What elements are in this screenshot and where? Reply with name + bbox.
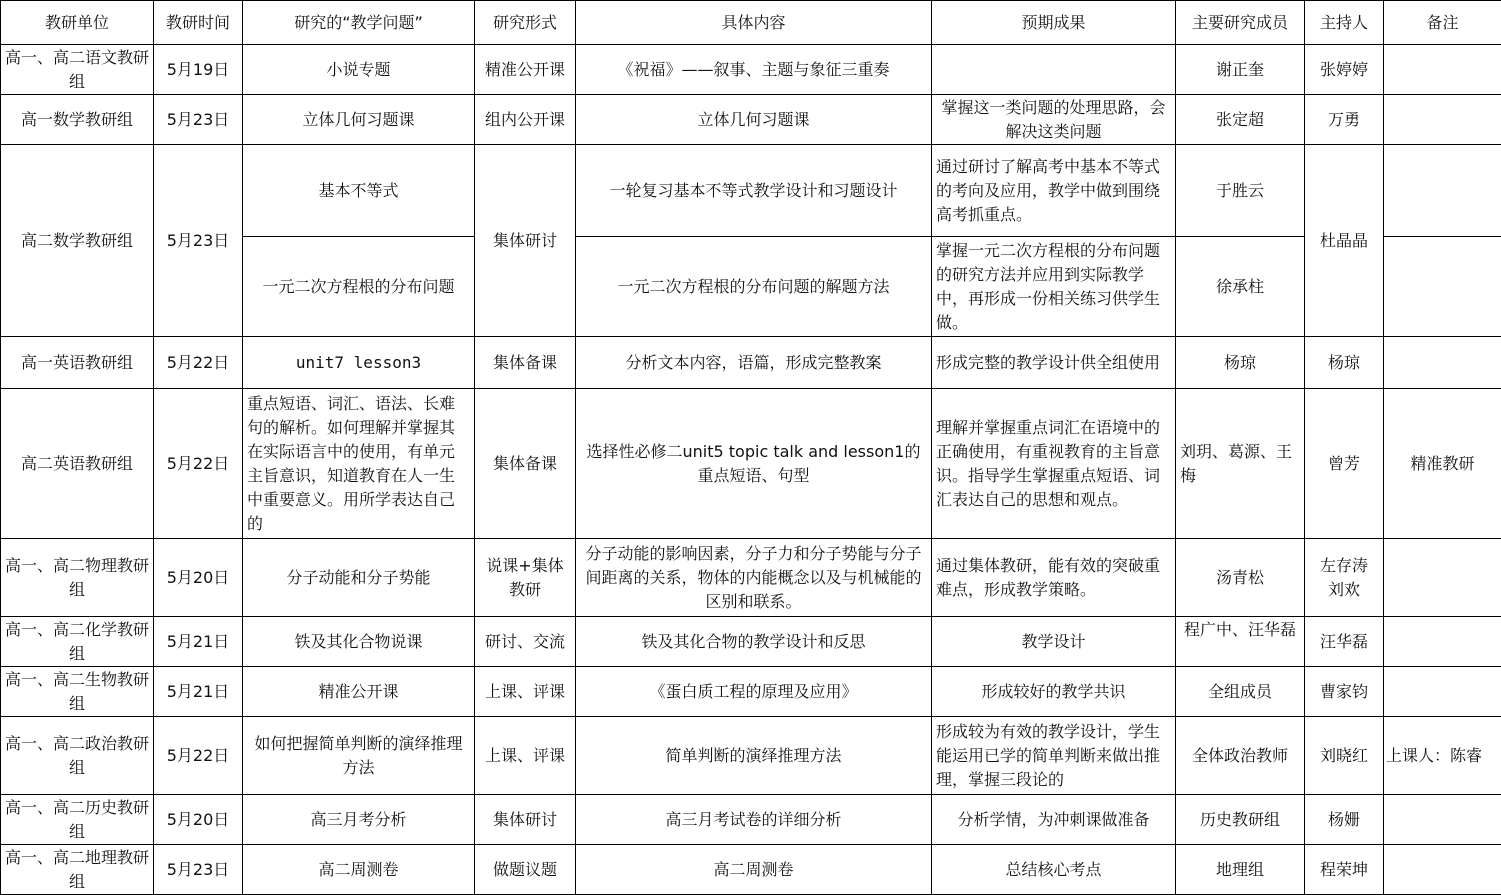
cell-content: 高三月考试卷的详细分析 [576,795,932,845]
table-row [1,845,1501,895]
cell-members: 历史教研组 [1176,795,1305,845]
cell-host: 曹家钧 [1305,667,1384,717]
cell-form: 集体研讨 [475,795,576,845]
cell-members: 徐承柱 [1176,237,1305,337]
table-row [1,717,1501,795]
cell-result: 掌握这一类问题的处理思路，会解决这类问题 [932,95,1176,145]
cell-result: 形成完整的教学设计供全组使用 [932,337,1176,389]
cell-unit: 高一、高二化学教研组 [1,617,154,667]
table-row [1,795,1501,845]
cell-members: 程广中、汪华磊 [1176,617,1305,667]
cell-form: 上课、评课 [475,667,576,717]
cell-content: 分析文本内容，语篇，形成完整教案 [576,337,932,389]
cell-note [1384,539,1501,617]
cell-time: 5月21日 [154,617,243,667]
cell-form: 做题议题 [475,845,576,895]
cell-result: 通过集体教研，能有效的突破重难点，形成教学策略。 [932,539,1176,617]
cell-unit: 高一英语教研组 [1,337,154,389]
table-row [1,539,1501,617]
cell-problem: 铁及其化合物说课 [243,617,475,667]
cell-time: 5月23日 [154,95,243,145]
table-row [1,667,1501,717]
cell-unit: 高一、高二生物教研组 [1,667,154,717]
cell-problem: 立体几何习题课 [243,95,475,145]
cell-result: 分析学情，为冲刺课做准备 [932,795,1176,845]
cell-unit: 高一、高二历史教研组 [1,795,154,845]
cell-note: 上课人：陈睿 [1384,717,1501,795]
cell-time: 5月20日 [154,539,243,617]
cell-time: 5月22日 [154,337,243,389]
cell-note [1384,617,1501,667]
cell-problem: 一元二次方程根的分布问题 [243,237,475,337]
cell-result: 通过研讨了解高考中基本不等式的考向及应用，教学中做到围绕高考抓重点。 [932,145,1176,237]
cell-content: 铁及其化合物的教学设计和反思 [576,617,932,667]
cell-host: 万勇 [1305,95,1384,145]
cell-result: 形成较为有效的教学设计，学生能运用已学的简单判断来做出推理，掌握三段论的 [932,717,1176,795]
cell-note [1384,795,1501,845]
cell-result [932,45,1176,95]
cell-content: 《蛋白质工程的原理及应用》 [576,667,932,717]
header-content: 具体内容 [576,1,932,45]
cell-content: 简单判断的演绎推理方法 [576,717,932,795]
cell-result: 总结核心考点 [932,845,1176,895]
cell-problem: 小说专题 [243,45,475,95]
cell-time: 5月21日 [154,667,243,717]
cell-members: 刘玥、葛源、王梅 [1176,389,1305,539]
cell-host: 杜晶晶 [1305,145,1384,337]
cell-members: 谢正奎 [1176,45,1305,95]
cell-unit: 高一、高二政治教研组 [1,717,154,795]
cell-host: 杨姗 [1305,795,1384,845]
cell-form: 精准公开课 [475,45,576,95]
cell-content: 立体几何习题课 [576,95,932,145]
cell-time: 5月22日 [154,717,243,795]
cell-problem: 如何把握简单判断的演绎推理方法 [243,717,475,795]
cell-form: 研讨、交流 [475,617,576,667]
cell-content: 高二周测卷 [576,845,932,895]
header-unit: 教研单位 [1,1,154,45]
header-time: 教研时间 [154,1,243,45]
cell-form: 集体研讨 [475,145,576,337]
cell-problem: 高三月考分析 [243,795,475,845]
cell-note [1384,667,1501,717]
cell-result: 理解并掌握重点词汇在语境中的正确使用，有重视教育的主旨意识。指导学生掌握重点短语、词汇表达自己的思想和观点。 [932,389,1176,539]
header-note: 备注 [1384,1,1501,45]
cell-form: 集体备课 [475,337,576,389]
cell-time: 5月23日 [154,145,243,337]
cell-unit: 高二数学教研组 [1,145,154,337]
table-row [1,95,1501,145]
cell-problem: 重点短语、词汇、语法、长难句的解析。如何理解并掌握其在实际语言中的使用，有单元主旨意识，知道教育在人一生中重要意义。用所学表达自己的 [243,389,475,539]
cell-unit: 高二英语教研组 [1,389,154,539]
header-form: 研究形式 [475,1,576,45]
cell-unit: 高一数学教研组 [1,95,154,145]
cell-problem: 基本不等式 [243,145,475,237]
cell-problem: 精准公开课 [243,667,475,717]
cell-note [1384,45,1501,95]
cell-content: 一轮复习基本不等式教学设计和习题设计 [576,145,932,237]
header-host: 主持人 [1305,1,1384,45]
cell-form: 上课、评课 [475,717,576,795]
table-row [1,145,1501,237]
cell-host: 曾芳 [1305,389,1384,539]
cell-time: 5月20日 [154,795,243,845]
cell-note [1384,95,1501,145]
cell-members: 于胜云 [1176,145,1305,237]
cell-form: 集体备课 [475,389,576,539]
cell-note [1384,845,1501,895]
cell-content: 《祝福》——叙事、主题与象征三重奏 [576,45,932,95]
cell-unit: 高一、高二语文教研组 [1,45,154,95]
cell-content: 选择性必修二unit5 topic talk and lesson1的重点短语、句型 [576,389,932,539]
cell-unit: 高一、高二地理教研组 [1,845,154,895]
cell-content: 分子动能的影响因素，分子力和分子势能与分子间距离的关系，物体的内能概念以及与机械能的区别和联系。 [576,539,932,617]
table-row [1,45,1501,95]
cell-form: 说课+集体教研 [475,539,576,617]
cell-time: 5月23日 [154,845,243,895]
header-members: 主要研究成员 [1176,1,1305,45]
cell-host: 左存涛刘欢 [1305,539,1384,617]
cell-members: 全体政治教师 [1176,717,1305,795]
table-row [1,389,1501,539]
cell-problem: unit7 lesson3 [243,337,475,389]
cell-host: 刘晓红 [1305,717,1384,795]
cell-note: 精准教研 [1384,389,1501,539]
header-problem: 研究的“教学问题” [243,1,475,45]
cell-unit: 高一、高二物理教研组 [1,539,154,617]
cell-problem: 高二周测卷 [243,845,475,895]
cell-members: 杨琼 [1176,337,1305,389]
cell-result: 教学设计 [932,617,1176,667]
cell-members: 全组成员 [1176,667,1305,717]
cell-problem: 分子动能和分子势能 [243,539,475,617]
cell-time: 5月22日 [154,389,243,539]
header-row [1,1,1501,45]
cell-members: 汤青松 [1176,539,1305,617]
cell-content: 一元二次方程根的分布问题的解题方法 [576,237,932,337]
cell-note [1384,337,1501,389]
cell-note [1384,145,1501,237]
cell-note [1384,237,1501,337]
cell-result: 掌握一元二次方程根的分布问题的研究方法并应用到实际教学中，再形成一份相关练习供学生做。 [932,237,1176,337]
cell-members: 地理组 [1176,845,1305,895]
table-row [1,337,1501,389]
cell-host: 汪华磊 [1305,617,1384,667]
header-result: 预期成果 [932,1,1176,45]
cell-result: 形成较好的教学共识 [932,667,1176,717]
cell-host: 张婷婷 [1305,45,1384,95]
cell-host: 杨琼 [1305,337,1384,389]
cell-time: 5月19日 [154,45,243,95]
cell-host: 程荣坤 [1305,845,1384,895]
cell-members: 张定超 [1176,95,1305,145]
table-row [1,617,1501,667]
cell-form: 组内公开课 [475,95,576,145]
